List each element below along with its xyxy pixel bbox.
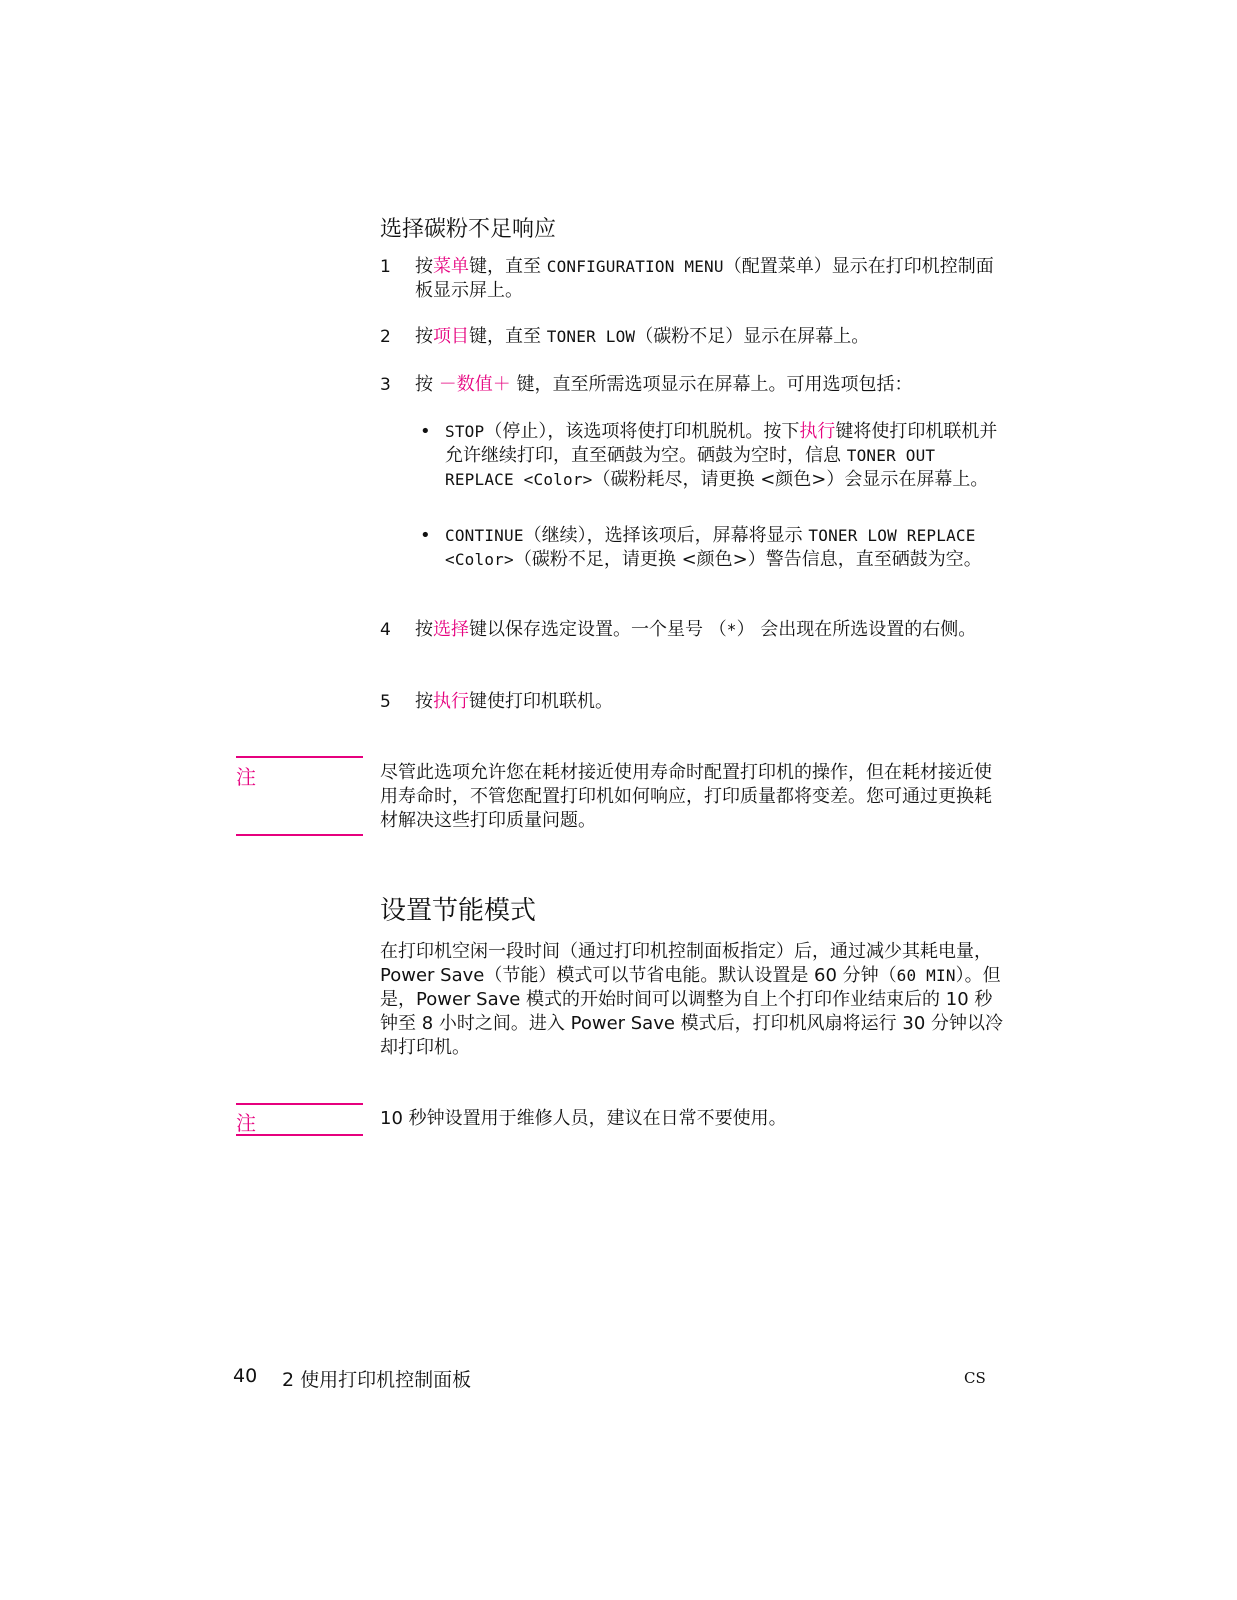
- note-rule-bottom: [236, 1134, 363, 1136]
- option-continue: [420, 524, 1005, 596]
- note-text: 尽管此选项允许您在耗材接近使用寿命时配置打印机的操作，但在耗材接近使用寿命时，不管您配置打印机如何响应，打印质量都将变差。您可通过更换耗材解决这些打印质量问题。: [380, 762, 992, 831]
- step-text: 按 －数值＋ 键，直至所需选项显示在屏幕上。可用选项包括：: [415, 374, 913, 395]
- section-title-toner-low: 选择碳粉不足响应: [380, 217, 557, 242]
- menu-key-label: 菜单: [433, 256, 469, 277]
- go-key-label: 执行: [433, 691, 469, 712]
- bullet-dot: •: [420, 525, 431, 546]
- step-number: 2: [380, 327, 391, 347]
- note-rule-bottom: [236, 834, 363, 836]
- step-text: 按项目键，直至 TONER LOW（碳粉不足）显示在屏幕上。: [415, 326, 870, 347]
- display-message: CONFIGURATION MENU: [546, 257, 724, 276]
- bullet-dot: •: [420, 421, 431, 442]
- display-message: TONER LOW: [546, 327, 636, 346]
- option-text: STOP（停止），该选项将使打印机脱机。按下执行键将使打印机联机并允许继续打印，直至硒鼓为空。硒鼓为空时，信息 TONER OUT REPLACE <Color>（碳粉耗尽，请更换 <颜色>）会显示在屏幕上。: [445, 421, 998, 490]
- option-stop: [420, 420, 1005, 516]
- value-key-label: －数值＋: [438, 374, 511, 395]
- step-number: 3: [380, 375, 391, 395]
- step-text: 按菜单键，直至 CONFIGURATION MENU（配置菜单）显示在打印机控制面板显示屏上。: [415, 256, 994, 301]
- chapter-title: 2 使用打印机控制面板: [282, 1369, 472, 1391]
- step-4: [380, 618, 1005, 668]
- step-text: 按执行键使打印机联机。: [415, 691, 613, 712]
- note-text: 10 秒钟设置用于维修人员，建议在日常不要使用。: [380, 1108, 787, 1129]
- option-text: CONTINUE（继续），选择该项后，屏幕将显示 TONER LOW REPLACE <Color>（碳粉不足，请更换 <颜色>）警告信息，直至硒鼓为空。: [445, 525, 982, 570]
- language-code: CS: [964, 1369, 986, 1387]
- section-title-power-save: 设置节能模式: [380, 896, 537, 926]
- note-rule-top: [236, 756, 363, 758]
- note-label: 注: [236, 1111, 256, 1135]
- step-2: [380, 325, 1005, 351]
- step-text: 按选择键以保存选定设置。一个星号 （*） 会出现在所选设置的右侧。: [415, 619, 977, 640]
- note-rule-top: [236, 1103, 363, 1105]
- item-key-label: 项目: [433, 326, 469, 347]
- step-number: 1: [380, 257, 391, 277]
- select-key-label: 选择: [433, 619, 469, 640]
- step-number: 5: [380, 692, 391, 712]
- step-number: 4: [380, 620, 391, 640]
- power-save-paragraph: 在打印机空闲一段时间（通过打印机控制面板指定）后，通过减少其耗电量，Power Save（节能）模式可以节省电能。默认设置是 60 分钟（60 MIN）。但是，Power Save 模式的开始时间可以调整为自上个打印作业结束后的 10 秒钟至 8 小时之间。进入 Power Save 模式后，打印机风扇将运行 30 分钟以冷却打印机。: [380, 941, 1004, 1058]
- go-key-label: 执行: [799, 421, 836, 442]
- step-3: [380, 373, 1005, 399]
- step-1: [380, 255, 1005, 305]
- note-label: 注: [236, 765, 256, 789]
- page-number: 40: [233, 1365, 258, 1387]
- step-5: [380, 690, 1005, 716]
